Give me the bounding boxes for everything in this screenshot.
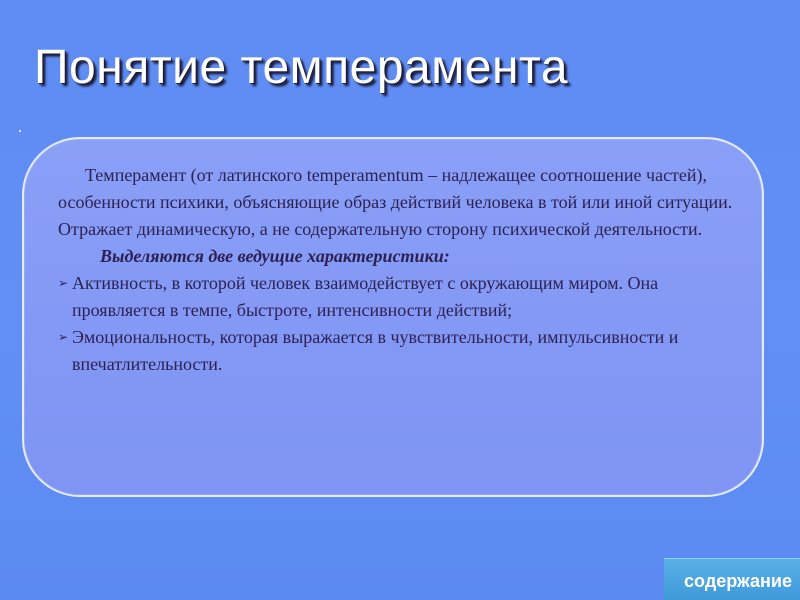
definition-paragraph: Темперамент (от латинского temperamentum – надлежащее соотношение частей), особенности психики, объясняющие образ действий человека в той или иной ситуации. Отражает динамическую, а не содержательную сторону психической деятельности. bbox=[58, 165, 733, 239]
bullet-text-emotionality: Эмоциональность, которая выражается в чувствительности, импульсивности и впечатлительности. bbox=[72, 327, 679, 374]
arrowhead-bullet-icon: ➢ bbox=[58, 330, 69, 344]
list-item bbox=[58, 270, 738, 324]
list-item bbox=[58, 324, 738, 378]
contents-button[interactable] bbox=[664, 558, 800, 600]
characteristics-heading: Выделяются две ведущие характеристики: bbox=[100, 246, 450, 266]
bullet-text-activity: Активность, в которой человек взаимодействует с окружающим миром. Она проявляется в темпе, быстроте, интенсивности действий; bbox=[72, 273, 659, 320]
contents-button-label: содержание bbox=[684, 571, 792, 591]
content-text bbox=[58, 162, 738, 378]
slide-title: Понятие темперамента bbox=[34, 41, 569, 94]
arrowhead-bullet-icon: ➢ bbox=[58, 276, 69, 290]
decorative-dot bbox=[19, 130, 21, 132]
